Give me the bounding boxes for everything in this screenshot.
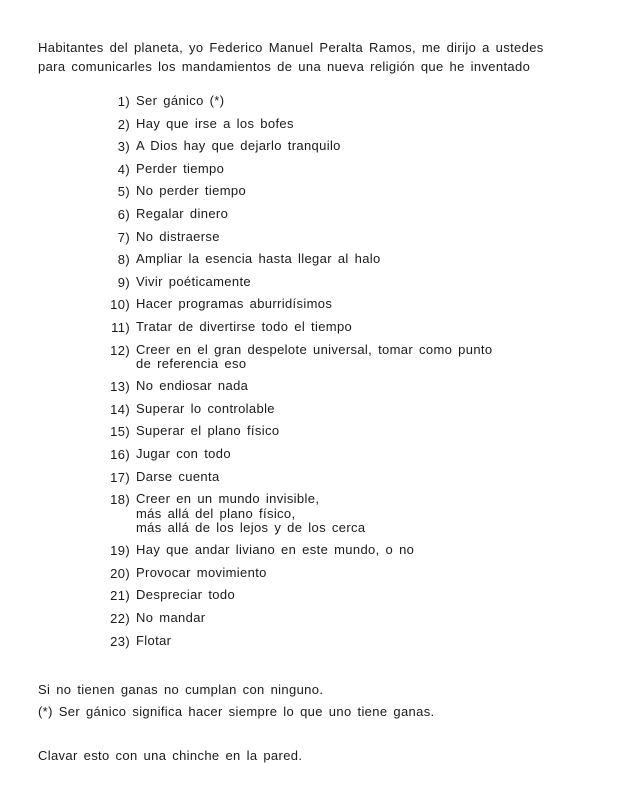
footer-line-3: Clavar esto con una chinche en la pared. xyxy=(38,748,303,763)
footer-note-3 xyxy=(38,748,598,763)
commandment-item xyxy=(0,207,618,222)
commandment-number: 2) xyxy=(117,116,130,132)
commandment-item xyxy=(0,252,618,267)
commandment-number: 6) xyxy=(117,206,130,222)
commandment-text-line: Darse cuenta xyxy=(136,468,220,484)
commandment-item xyxy=(0,275,618,290)
commandment-number: 11) xyxy=(111,319,130,335)
commandment-item xyxy=(0,634,618,649)
commandment-number: 23) xyxy=(110,633,130,649)
commandment-text-line: Superar lo controlable xyxy=(136,400,275,416)
commandment-text xyxy=(136,543,414,558)
commandment-number: 8) xyxy=(117,252,130,268)
commandment-number: 15) xyxy=(110,424,130,440)
intro-line-1: Habitantes del planeta, yo Federico Manuel Peralta Ramos, me dirijo a ustedes xyxy=(38,40,544,55)
commandment-number: 9) xyxy=(117,274,130,290)
commandment-text-line: Regalar dinero xyxy=(136,205,229,221)
commandment-number: 5) xyxy=(117,184,130,200)
commandment-item xyxy=(0,139,618,154)
commandment-number: 21) xyxy=(110,588,130,604)
commandment-text xyxy=(136,275,251,290)
commandment-item xyxy=(0,402,618,417)
commandment-text-line: Jugar con todo xyxy=(136,445,231,461)
commandment-text-line: de referencia eso xyxy=(136,356,247,372)
commandment-text xyxy=(136,379,248,394)
commandment-item xyxy=(0,566,618,581)
commandment-number: 16) xyxy=(110,446,130,462)
commandments-list xyxy=(0,94,618,656)
commandment-text xyxy=(136,470,220,485)
commandment-text-line: Superar el plano físico xyxy=(136,423,280,439)
commandment-number: 20) xyxy=(110,565,130,581)
commandment-item xyxy=(0,184,618,199)
commandment-item xyxy=(0,424,618,439)
commandment-text-line: A Dios hay que dejarlo tranquilo xyxy=(136,138,341,154)
commandment-number: 19) xyxy=(110,543,130,559)
commandment-item xyxy=(0,297,618,312)
commandment-text-line: No distraerse xyxy=(136,228,220,244)
commandment-number: 10) xyxy=(110,297,130,313)
commandment-text xyxy=(136,492,365,536)
commandment-text-line: No mandar xyxy=(136,609,206,625)
commandment-text xyxy=(136,230,220,245)
commandment-text-line: Hay que irse a los bofes xyxy=(136,115,294,131)
commandment-item xyxy=(0,588,618,603)
commandment-text xyxy=(136,252,381,267)
commandment-item xyxy=(0,379,618,394)
footer-note-2 xyxy=(38,704,598,719)
commandment-number: 22) xyxy=(110,610,130,626)
commandment-text-line: más allá del plano físico, xyxy=(136,505,296,521)
commandment-number: 18) xyxy=(110,492,130,508)
commandment-text xyxy=(136,566,267,581)
commandment-text-line: Ser gánico (*) xyxy=(136,93,225,108)
commandment-text-line: Flotar xyxy=(136,632,172,648)
commandment-text-line: Tratar de divertirse todo el tiempo xyxy=(136,318,353,334)
commandment-text xyxy=(136,402,275,417)
commandment-text xyxy=(136,117,294,132)
commandment-text-line: Creer en el gran despelote universal, tomar como punto xyxy=(136,341,493,357)
commandment-text-line: Despreciar todo xyxy=(136,587,236,603)
commandment-item xyxy=(0,117,618,132)
commandment-text xyxy=(136,184,246,199)
commandment-item xyxy=(0,543,618,558)
commandment-text-line: Hay que andar liviano en este mundo, o no xyxy=(136,542,415,558)
commandment-number: 7) xyxy=(117,229,130,245)
commandment-item xyxy=(0,447,618,462)
commandment-item xyxy=(0,320,618,335)
commandment-text-line: No perder tiempo xyxy=(136,183,247,199)
commandment-number: 4) xyxy=(117,161,130,177)
commandment-text-line: Provocar movimiento xyxy=(136,564,267,580)
commandment-number: 12) xyxy=(110,342,130,358)
commandment-item xyxy=(0,611,618,626)
commandment-text xyxy=(136,611,205,626)
commandment-text xyxy=(136,320,352,335)
commandment-text xyxy=(136,94,224,109)
commandment-item xyxy=(0,343,618,372)
commandment-text xyxy=(136,207,228,222)
commandment-text-line: Perder tiempo xyxy=(136,160,225,176)
commandment-item xyxy=(0,470,618,485)
footer-line-1: Si no tienen ganas no cumplan con ninguno. xyxy=(38,682,324,697)
commandment-text xyxy=(136,139,341,154)
commandment-item xyxy=(0,94,618,109)
commandment-text-line: Hacer programas aburridísimos xyxy=(136,296,333,312)
intro-line-2: para comunicarles los mandamientos de una nueva religión que he inventado xyxy=(38,59,531,74)
commandment-item xyxy=(0,492,618,536)
footer-line-2: (*) Ser gánico significa hacer siempre lo que uno tiene ganas. xyxy=(38,704,435,719)
commandment-text-line: Ampliar la esencia hasta llegar al halo xyxy=(136,251,381,267)
intro-paragraph xyxy=(38,38,598,76)
commandment-text-line: No endiosar nada xyxy=(136,378,249,394)
commandment-item xyxy=(0,230,618,245)
commandment-text xyxy=(136,424,279,439)
commandment-text xyxy=(136,343,492,372)
commandment-text xyxy=(136,447,231,462)
commandment-text-line: Vivir poéticamente xyxy=(136,273,252,289)
commandment-text xyxy=(136,634,171,649)
commandment-text xyxy=(136,588,235,603)
commandment-text-line: más allá de los lejos y de los cerca xyxy=(136,520,366,536)
footer-note-1 xyxy=(38,682,598,697)
commandment-number: 17) xyxy=(110,469,130,485)
commandment-number: 1) xyxy=(117,94,130,109)
commandment-number: 3) xyxy=(117,139,130,155)
commandment-text-line: Creer en un mundo invisible, xyxy=(136,491,320,507)
commandment-number: 13) xyxy=(110,379,130,395)
commandment-item xyxy=(0,162,618,177)
commandment-text xyxy=(136,162,224,177)
commandment-number: 14) xyxy=(110,401,130,417)
commandment-text xyxy=(136,297,332,312)
